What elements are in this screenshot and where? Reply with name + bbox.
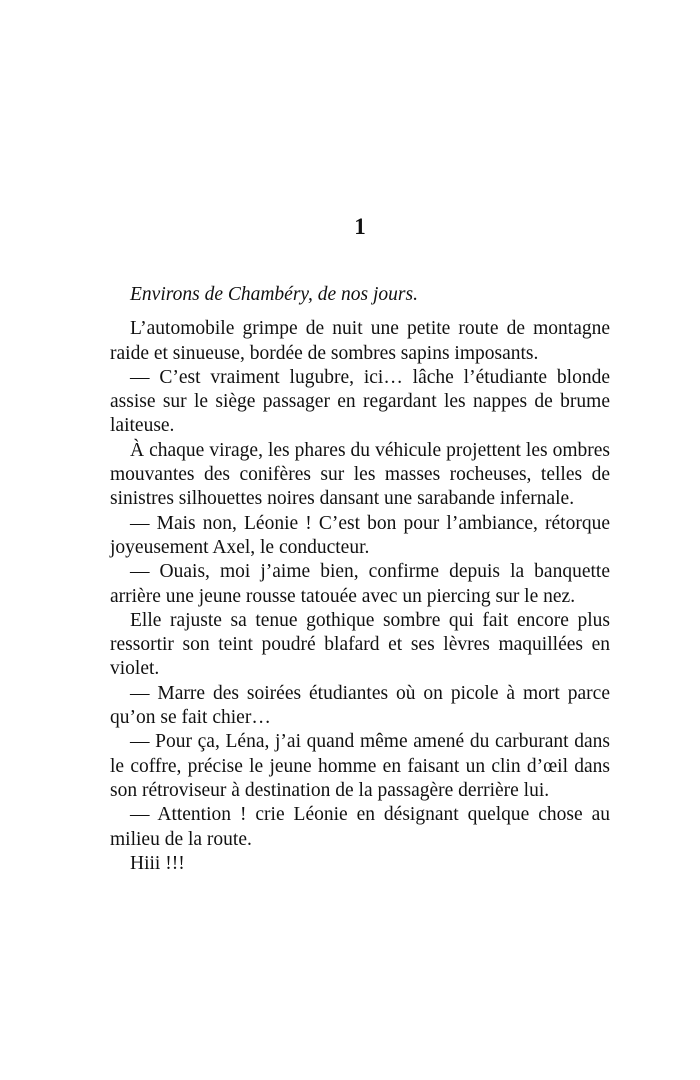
paragraph: Hiii !!!: [130, 852, 185, 874]
paragraph: — C’est vraiment lugubre, ici… lâche l’étudiante blonde assise sur le siège passager en regardant les nappes de brume laiteuse.: [110, 366, 610, 437]
paragraph: — Ouais, moi j’aime bien, confirme depuis la banquette arrière une jeune rousse tatouée avec un piercing sur le nez.: [110, 561, 610, 607]
epigraph: Environs de Chambéry, de nos jours.: [130, 284, 418, 305]
paragraph: Elle rajuste sa tenue gothique sombre qui fait encore plus ressortir son teint poudré blafard et ses lèvres maquillées en violet.: [110, 609, 610, 680]
paragraph: — Mais non, Léonie ! C’est bon pour l’ambiance, rétorque joyeusement Axel, le conducteur.: [110, 512, 610, 558]
paragraph: — Attention ! crie Léonie en désignant quelque chose au milieu de la route.: [110, 804, 610, 850]
paragraph: L’automobile grimpe de nuit une petite route de montagne raide et sinueuse, bordée de sombres sapins imposants.: [110, 318, 610, 364]
paragraph: — Pour ça, Léna, j’ai quand même amené du carburant dans le coffre, précise le jeune homme en faisant un clin d’œil dans son rétroviseur à destination de la passagère derrière lui.: [110, 731, 610, 801]
paragraph: À chaque virage, les phares du véhicule projettent les ombres mouvantes des conifères sur les masses rocheuses, telles de sinistres silhouettes noires dansant une sarabande infernale.: [110, 439, 610, 510]
chapter-text: [110, 283, 610, 876]
paragraph: — Marre des soirées étudiantes où on picole à mort parce qu’on se fait chier…: [110, 682, 610, 729]
chapter-number: 1: [354, 214, 366, 239]
